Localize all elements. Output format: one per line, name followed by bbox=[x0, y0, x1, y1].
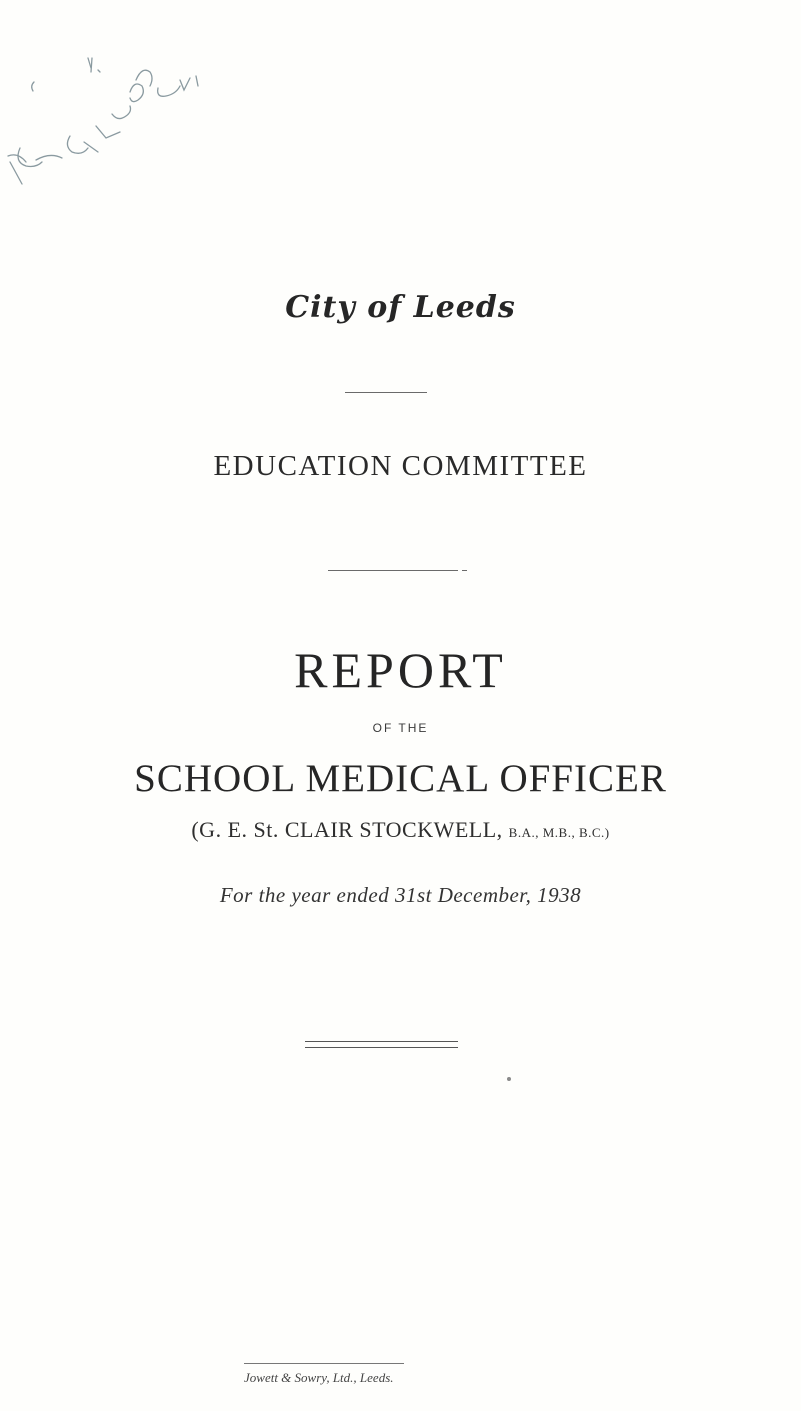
handwritten-marks bbox=[0, 50, 230, 210]
report-heading: REPORT bbox=[294, 642, 507, 698]
printer-imprint: Jowett & Sowry, Ltd., Leeds. bbox=[244, 1370, 394, 1385]
officer-title: SCHOOL MEDICAL OFFICER bbox=[134, 757, 667, 800]
double-rule-top bbox=[305, 1041, 458, 1042]
officer-name: (G. E. St. CLAIR STOCKWELL, bbox=[191, 817, 503, 842]
divider bbox=[328, 570, 458, 571]
officer-name-line bbox=[0, 817, 801, 843]
divider bbox=[462, 570, 467, 571]
year-line: For the year ended 31st December, 1938 bbox=[219, 883, 582, 907]
divider bbox=[345, 392, 427, 393]
committee-heading: EDUCATION COMMITTEE bbox=[213, 450, 588, 482]
of-the-label: OF THE bbox=[372, 721, 429, 735]
officer-qualifications: B.A., M.B., B.C.) bbox=[508, 825, 610, 840]
ink-dot bbox=[507, 1077, 511, 1081]
printer-rule bbox=[244, 1363, 404, 1364]
city-title: City of Leeds bbox=[285, 290, 516, 325]
double-rule-bottom bbox=[305, 1047, 458, 1048]
